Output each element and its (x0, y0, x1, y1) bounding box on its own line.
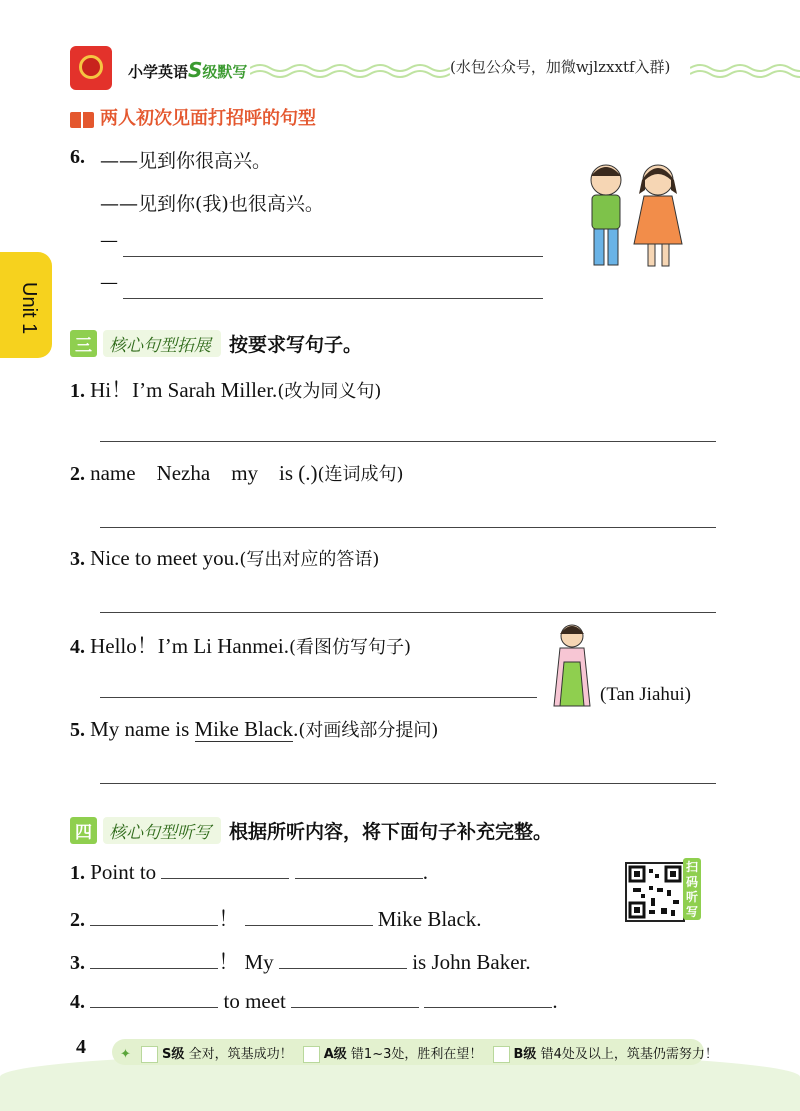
item-english-end: . (293, 717, 299, 741)
publisher-logo (70, 46, 112, 90)
fill-blank[interactable] (161, 860, 289, 879)
section-3-tag: 核心句型拓展 (103, 330, 221, 357)
fill-blank[interactable] (279, 950, 407, 969)
item-instruction: (看图仿写句子) (288, 637, 412, 658)
fill-blank[interactable] (90, 989, 218, 1008)
girl-costume-illustration (548, 622, 596, 708)
answer-line[interactable] (100, 783, 716, 784)
unit-tab-label: Unit 1 (18, 282, 40, 335)
a-level: A级 (323, 1047, 347, 1062)
fill-blank[interactable] (245, 907, 373, 926)
item-number: 2. (70, 463, 85, 485)
s3-item-2 (70, 460, 404, 486)
item-text-end: . (552, 989, 558, 1013)
section-3-title: 按要求写句子。 (229, 334, 363, 356)
section-4-badge: 四 (70, 817, 97, 844)
question-number: 6. (70, 146, 85, 168)
item-instruction: (连词成句) (317, 464, 404, 485)
greeting-heading-text: 两人初次见面打招呼的句型 (100, 108, 316, 129)
greeting-line-2: ——见到你(我)也很高兴。 (100, 193, 324, 215)
s3-item-4 (70, 630, 411, 660)
item-english: Hi！I’m Sarah Miller. (90, 378, 278, 402)
answer-line[interactable] (100, 527, 716, 528)
item-number: 4. (70, 636, 85, 658)
header-wave-decoration-right (690, 60, 800, 80)
b-checkbox[interactable] (493, 1046, 510, 1063)
item-text: ！ (218, 907, 240, 931)
section-3-header (70, 330, 362, 357)
page-number: 4 (76, 1036, 86, 1058)
item-text-end: . (422, 860, 428, 884)
s3-item-3 (70, 545, 379, 571)
s4-item-1 (70, 860, 428, 885)
item-number: 1. (70, 380, 85, 402)
qr-pattern (627, 864, 683, 920)
qr-code[interactable] (625, 862, 685, 922)
s4-item-3 (70, 946, 531, 976)
item-text: ！ My (218, 950, 274, 974)
answer-dash-2: — (100, 272, 118, 293)
header-wave-decoration (250, 60, 450, 80)
answer-line[interactable] (100, 697, 537, 698)
fill-blank[interactable] (424, 989, 552, 1008)
brand-suffix: 级默写 (202, 63, 248, 81)
qr-label: 扫码听写 (683, 858, 701, 920)
item-number: 2. (70, 909, 85, 931)
item-number: 3. (70, 952, 85, 974)
item-instruction: (对画线部分提问) (298, 720, 439, 741)
item-number: 4. (70, 991, 85, 1013)
item-english: name Nezha my is (.) (90, 461, 318, 485)
brand-prefix: 小学英语 (128, 63, 189, 81)
item-english: My name is (90, 717, 195, 741)
item-number: 5. (70, 719, 85, 741)
s4-item-2 (70, 903, 482, 933)
answer-line[interactable] (100, 441, 716, 442)
item-english: Nice to meet you. (90, 546, 240, 570)
unit-tab (0, 252, 52, 358)
fill-blank[interactable] (90, 950, 218, 969)
header-note: (水包公众号，加微wjlzxxtf入群) (450, 58, 671, 76)
s-text: 全对，筑基成功！ (188, 1047, 293, 1062)
b-level: B级 (513, 1047, 537, 1062)
fill-blank[interactable] (291, 989, 419, 1008)
fill-blank[interactable] (90, 907, 218, 926)
answer-line[interactable] (100, 612, 716, 613)
item-text: is John Baker. (412, 950, 531, 974)
s-level: S级 (162, 1047, 185, 1062)
item-number: 3. (70, 548, 85, 570)
trophy-icon: ✦ (120, 1047, 131, 1062)
b-text: 错4处及以上，筑基仍需努力！ (540, 1047, 718, 1062)
item-text: Mike Black. (377, 907, 482, 931)
brand-title (128, 58, 247, 82)
item-english: Hello！I’m Li Hanmei. (90, 634, 289, 658)
greeting-heading (70, 104, 316, 130)
item-text: Point to (90, 860, 157, 884)
s3-item-5 (70, 716, 438, 742)
section-4-title: 根据所听内容，将下面句子补充完整。 (229, 821, 553, 843)
item-instruction: (写出对应的答语) (239, 549, 380, 570)
answer-line-2[interactable] (123, 298, 543, 299)
illustration-caption: (Tan Jiahui) (600, 684, 692, 705)
answer-line-1[interactable] (123, 256, 543, 257)
answer-dash-1: — (100, 230, 118, 251)
underlined-phrase: Mike Black (194, 717, 294, 741)
fill-blank[interactable] (295, 860, 423, 879)
book-icon (70, 112, 94, 128)
section-3-badge: 三 (70, 330, 97, 357)
s4-item-4 (70, 989, 558, 1014)
section-4-header (70, 817, 552, 844)
item-text: to meet (223, 989, 286, 1013)
grade-legend (112, 1039, 718, 1065)
a-checkbox[interactable] (303, 1046, 320, 1063)
brand-s: S (188, 58, 203, 82)
two-kids-illustration (578, 158, 688, 273)
item-number: 1. (70, 862, 85, 884)
a-text: 错1~3处，胜利在望！ (350, 1047, 483, 1062)
item-instruction: (改为同义句) (277, 381, 382, 402)
s-checkbox[interactable] (141, 1046, 158, 1063)
section-4-tag: 核心句型听写 (103, 817, 221, 844)
greeting-line-1: ——见到你很高兴。 (100, 150, 272, 172)
s3-item-1 (70, 374, 381, 404)
